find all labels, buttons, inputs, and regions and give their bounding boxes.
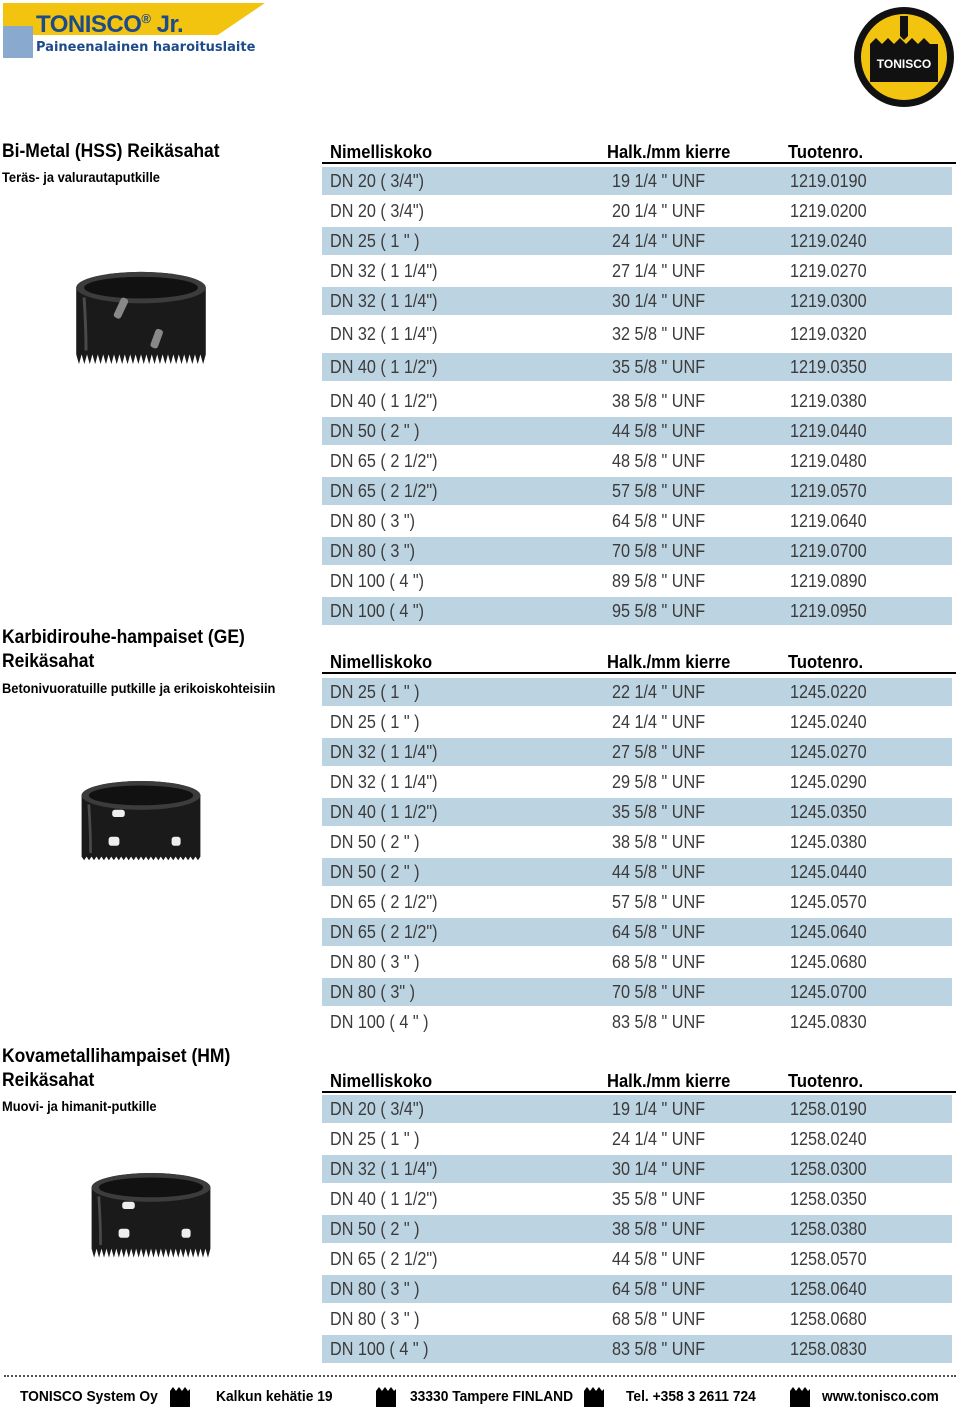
- column-header-product-number: Tuotenro.: [788, 142, 864, 162]
- cell-product-number: 1219.0700: [790, 541, 867, 561]
- cell-product-number: 1258.0680: [790, 1309, 867, 1329]
- cell-diameter: 35 5/8 " UNF: [612, 802, 706, 822]
- table-row: [322, 387, 952, 415]
- cell-nominal-size: DN 100 ( 4 " ): [330, 1339, 429, 1359]
- cell-diameter: 30 1/4 " UNF: [612, 291, 706, 311]
- cell-nominal-size: DN 40 ( 1 1/2"): [330, 357, 438, 377]
- cell-diameter: 64 5/8 " UNF: [612, 922, 706, 942]
- cell-product-number: 1258.0640: [790, 1279, 867, 1299]
- cell-nominal-size: DN 40 ( 1 1/2"): [330, 1189, 438, 1209]
- table-row: [322, 1335, 952, 1363]
- cell-product-number: 1219.0270: [790, 261, 867, 281]
- cell-nominal-size: DN 65 ( 2 1/2"): [330, 481, 438, 501]
- cell-nominal-size: DN 65 ( 2 1/2"): [330, 451, 438, 471]
- cell-nominal-size: DN 80 ( 3 " ): [330, 1309, 420, 1329]
- cell-diameter: 89 5/8 " UNF: [612, 571, 706, 591]
- cell-diameter: 68 5/8 " UNF: [612, 1309, 706, 1329]
- cell-nominal-size: DN 25 ( 1 " ): [330, 1129, 420, 1149]
- cell-product-number: 1219.0950: [790, 601, 867, 621]
- cell-product-number: 1245.0700: [790, 982, 867, 1002]
- cell-diameter: 57 5/8 " UNF: [612, 892, 706, 912]
- tonisco-logo-icon: [852, 6, 956, 108]
- footer-bullet-icon: [376, 1387, 396, 1407]
- table-row: [322, 1185, 952, 1213]
- table-row: [322, 167, 952, 195]
- cell-product-number: 1245.0290: [790, 772, 867, 792]
- column-header-diameter: Halk./mm kierre: [607, 652, 731, 672]
- table-row: [322, 447, 952, 475]
- cell-nominal-size: DN 20 ( 3/4"): [330, 1099, 424, 1119]
- table-row: [322, 257, 952, 285]
- column-header-diameter: Halk./mm kierre: [607, 1071, 731, 1091]
- cell-diameter: 44 5/8 " UNF: [612, 862, 706, 882]
- cell-product-number: 1219.0190: [790, 171, 867, 191]
- table-row: [322, 507, 952, 535]
- column-header-nominal-size: Nimelliskoko: [330, 1071, 433, 1091]
- cell-nominal-size: DN 25 ( 1 " ): [330, 712, 420, 732]
- section-title: Karbidirouhe-hampaiset (GE): [2, 627, 245, 648]
- cell-product-number: 1245.0680: [790, 952, 867, 972]
- cell-diameter: 27 5/8 " UNF: [612, 742, 706, 762]
- cell-diameter: 24 1/4 " UNF: [612, 712, 706, 732]
- table-row: [322, 287, 952, 315]
- header-rule: [322, 672, 956, 674]
- section-title: Bi-Metal (HSS) Reikäsahat: [2, 141, 220, 162]
- table-row: [322, 678, 952, 706]
- cell-product-number: 1219.0440: [790, 421, 867, 441]
- cell-diameter: 70 5/8 " UNF: [612, 541, 706, 561]
- table-row: [322, 798, 952, 826]
- section-subtitle: Muovi- ja himanit-putkille: [2, 1098, 157, 1114]
- table-row: [322, 768, 952, 796]
- footer-website-link[interactable]: www.tonisco.com: [822, 1388, 939, 1405]
- cell-product-number: 1219.0320: [790, 324, 867, 344]
- cell-diameter: 95 5/8 " UNF: [612, 601, 706, 621]
- cell-diameter: 44 5/8 " UNF: [612, 1249, 706, 1269]
- cell-diameter: 68 5/8 " UNF: [612, 952, 706, 972]
- table-row: [322, 417, 952, 445]
- column-header-diameter: Halk./mm kierre: [607, 142, 731, 162]
- brand-subtitle: Paineenalainen haaroituslaite: [36, 40, 256, 55]
- cell-diameter: 27 1/4 " UNF: [612, 261, 706, 281]
- cell-diameter: 29 5/8 " UNF: [612, 772, 706, 792]
- cell-nominal-size: DN 40 ( 1 1/2"): [330, 391, 438, 411]
- cell-product-number: 1245.0350: [790, 802, 867, 822]
- footer-company: TONISCO System Oy: [20, 1388, 158, 1405]
- cell-product-number: 1258.0190: [790, 1099, 867, 1119]
- cell-diameter: 83 5/8 " UNF: [612, 1012, 706, 1032]
- footer-city: 33330 Tampere FINLAND: [410, 1388, 574, 1405]
- cell-nominal-size: DN 20 ( 3/4"): [330, 171, 424, 191]
- table-row: [322, 1125, 952, 1153]
- table-row: [322, 738, 952, 766]
- cell-product-number: 1219.0480: [790, 451, 867, 471]
- cell-product-number: 1219.0300: [790, 291, 867, 311]
- cell-diameter: 19 1/4 " UNF: [612, 171, 706, 191]
- footer-bullet-icon: [584, 1387, 604, 1407]
- section-subtitle: Teräs- ja valurautaputkille: [2, 169, 160, 185]
- cell-nominal-size: DN 80 ( 3 "): [330, 511, 415, 531]
- logo-text: TONISCO: [876, 57, 932, 71]
- table-row: [322, 1008, 952, 1036]
- cell-nominal-size: DN 32 ( 1 1/4"): [330, 291, 438, 311]
- cell-nominal-size: DN 100 ( 4 " ): [330, 1012, 429, 1032]
- table-row: [322, 537, 952, 565]
- brand-name: TONISCO® Jr.: [36, 11, 184, 38]
- table-row: [322, 948, 952, 976]
- table-row: [322, 1305, 952, 1333]
- cell-product-number: 1245.0640: [790, 922, 867, 942]
- hole-saw-carbide-grit-icon: [78, 776, 204, 881]
- cell-diameter: 70 5/8 " UNF: [612, 982, 706, 1002]
- cell-diameter: 19 1/4 " UNF: [612, 1099, 706, 1119]
- cell-product-number: 1258.0380: [790, 1219, 867, 1239]
- cell-product-number: 1245.0270: [790, 742, 867, 762]
- cell-nominal-size: DN 25 ( 1 " ): [330, 231, 420, 251]
- section-subtitle: Betonivuoratuille putkille ja erikoiskohteisiin: [2, 680, 276, 696]
- table-row: [322, 1215, 952, 1243]
- cell-product-number: 1219.0200: [790, 201, 867, 221]
- cell-nominal-size: DN 50 ( 2 " ): [330, 832, 420, 852]
- footer-divider: [4, 1375, 956, 1377]
- cell-diameter: 35 5/8 " UNF: [612, 1189, 706, 1209]
- cell-product-number: 1245.0570: [790, 892, 867, 912]
- column-header-product-number: Tuotenro.: [788, 1071, 864, 1091]
- cell-product-number: 1245.0830: [790, 1012, 867, 1032]
- cell-product-number: 1258.0350: [790, 1189, 867, 1209]
- cell-nominal-size: DN 50 ( 2 " ): [330, 1219, 420, 1239]
- table-row: [322, 858, 952, 886]
- cell-product-number: 1245.0440: [790, 862, 867, 882]
- table-row: [322, 567, 952, 595]
- cell-nominal-size: DN 65 ( 2 1/2"): [330, 922, 438, 942]
- cell-diameter: 64 5/8 " UNF: [612, 511, 706, 531]
- cell-nominal-size: DN 25 ( 1 " ): [330, 682, 420, 702]
- cell-diameter: 24 1/4 " UNF: [612, 1129, 706, 1149]
- cell-nominal-size: DN 32 ( 1 1/4"): [330, 1159, 438, 1179]
- footer-bullet-icon: [790, 1387, 810, 1407]
- cell-product-number: 1258.0240: [790, 1129, 867, 1149]
- cell-nominal-size: DN 65 ( 2 1/2"): [330, 1249, 438, 1269]
- cell-nominal-size: DN 100 ( 4 "): [330, 571, 424, 591]
- cell-diameter: 32 5/8 " UNF: [612, 324, 706, 344]
- section-title: Kovametallihampaiset (HM): [2, 1046, 231, 1067]
- column-header-product-number: Tuotenro.: [788, 652, 864, 672]
- table-row: [322, 320, 952, 348]
- cell-diameter: 22 1/4 " UNF: [612, 682, 706, 702]
- table-row: [322, 353, 952, 381]
- footer-street: Kalkun kehätie 19: [216, 1388, 333, 1405]
- cell-diameter: 38 5/8 " UNF: [612, 1219, 706, 1239]
- cell-product-number: 1219.0380: [790, 391, 867, 411]
- hole-saw-bimetal-icon: [72, 268, 210, 379]
- cell-nominal-size: DN 32 ( 1 1/4"): [330, 261, 438, 281]
- column-header-nominal-size: Nimelliskoko: [330, 652, 433, 672]
- cell-diameter: 48 5/8 " UNF: [612, 451, 706, 471]
- cell-product-number: 1219.0240: [790, 231, 867, 251]
- brand-accent-block: [3, 26, 33, 58]
- cell-nominal-size: DN 32 ( 1 1/4"): [330, 324, 438, 344]
- cell-diameter: 38 5/8 " UNF: [612, 832, 706, 852]
- cell-nominal-size: DN 80 ( 3 "): [330, 541, 415, 561]
- table-row: [322, 1245, 952, 1273]
- cell-diameter: 44 5/8 " UNF: [612, 421, 706, 441]
- cell-diameter: 38 5/8 " UNF: [612, 391, 706, 411]
- cell-product-number: 1245.0380: [790, 832, 867, 852]
- hole-saw-carbide-tipped-icon: [88, 1168, 214, 1273]
- cell-diameter: 20 1/4 " UNF: [612, 201, 706, 221]
- cell-diameter: 24 1/4 " UNF: [612, 231, 706, 251]
- cell-product-number: 1245.0220: [790, 682, 867, 702]
- cell-nominal-size: DN 50 ( 2 " ): [330, 862, 420, 882]
- table-row: [322, 1155, 952, 1183]
- cell-product-number: 1219.0890: [790, 571, 867, 591]
- table-row: [322, 918, 952, 946]
- cell-nominal-size: DN 32 ( 1 1/4"): [330, 742, 438, 762]
- cell-diameter: 64 5/8 " UNF: [612, 1279, 706, 1299]
- table-row: [322, 477, 952, 505]
- cell-diameter: 30 1/4 " UNF: [612, 1159, 706, 1179]
- table-row: [322, 828, 952, 856]
- cell-product-number: 1219.0350: [790, 357, 867, 377]
- cell-product-number: 1219.0640: [790, 511, 867, 531]
- table-row: [322, 708, 952, 736]
- table-row: [322, 1275, 952, 1303]
- header-rule: [322, 162, 956, 164]
- footer-bullet-icon: [170, 1387, 190, 1407]
- section-title: Reikäsahat: [2, 651, 95, 672]
- cell-nominal-size: DN 80 ( 3" ): [330, 982, 415, 1002]
- table-row: [322, 597, 952, 625]
- cell-product-number: 1219.0570: [790, 481, 867, 501]
- header-rule: [322, 1091, 956, 1093]
- cell-nominal-size: DN 80 ( 3 " ): [330, 1279, 420, 1299]
- cell-nominal-size: DN 50 ( 2 " ): [330, 421, 420, 441]
- table-row: [322, 227, 952, 255]
- cell-nominal-size: DN 65 ( 2 1/2"): [330, 892, 438, 912]
- section-title: Reikäsahat: [2, 1070, 95, 1091]
- column-header-nominal-size: Nimelliskoko: [330, 142, 433, 162]
- cell-nominal-size: DN 32 ( 1 1/4"): [330, 772, 438, 792]
- table-row: [322, 978, 952, 1006]
- cell-nominal-size: DN 40 ( 1 1/2"): [330, 802, 438, 822]
- cell-diameter: 83 5/8 " UNF: [612, 1339, 706, 1359]
- table-row: [322, 197, 952, 225]
- cell-product-number: 1258.0300: [790, 1159, 867, 1179]
- cell-diameter: 57 5/8 " UNF: [612, 481, 706, 501]
- cell-product-number: 1258.0570: [790, 1249, 867, 1269]
- cell-diameter: 35 5/8 " UNF: [612, 357, 706, 377]
- table-row: [322, 888, 952, 916]
- cell-nominal-size: DN 20 ( 3/4"): [330, 201, 424, 221]
- cell-product-number: 1258.0830: [790, 1339, 867, 1359]
- cell-nominal-size: DN 80 ( 3 " ): [330, 952, 420, 972]
- footer-phone: Tel. +358 3 2611 724: [626, 1388, 756, 1405]
- cell-nominal-size: DN 100 ( 4 "): [330, 601, 424, 621]
- table-row: [322, 1095, 952, 1123]
- cell-product-number: 1245.0240: [790, 712, 867, 732]
